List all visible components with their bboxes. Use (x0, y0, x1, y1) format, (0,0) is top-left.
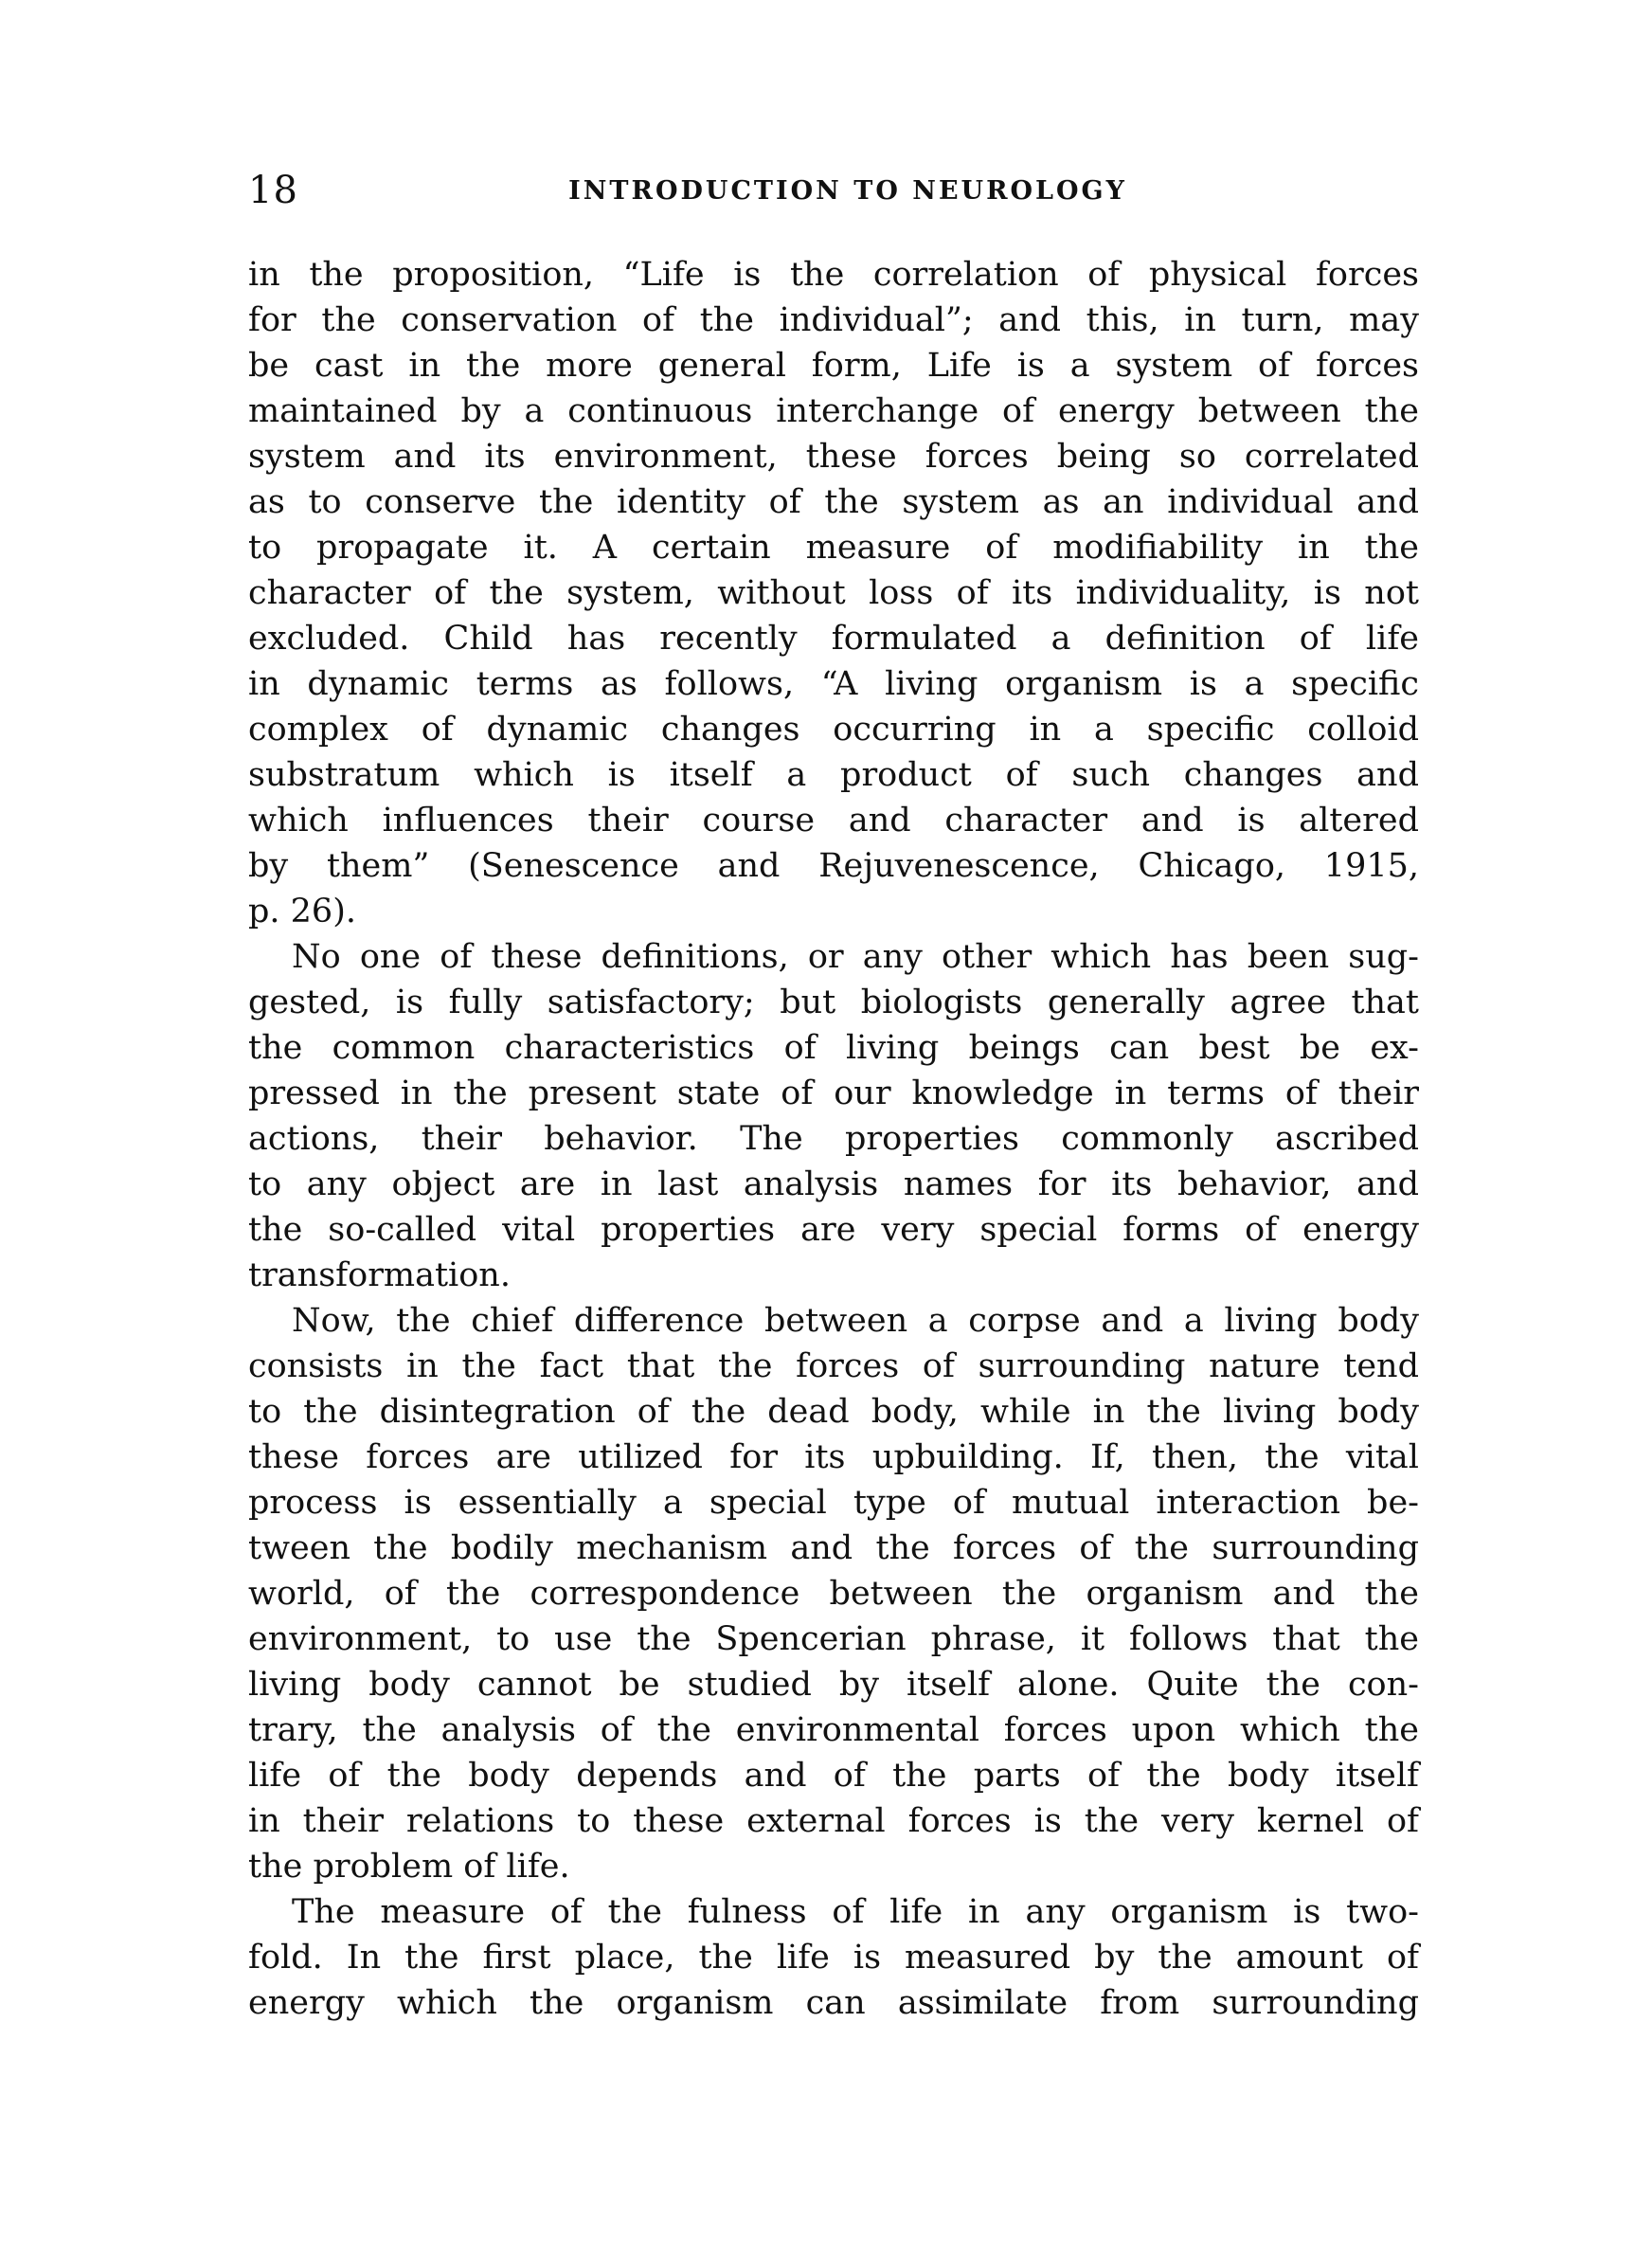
text-line: trary, the analysis of the environmental forces upon which the (248, 1711, 1419, 1749)
text-line: be cast in the more general form, Life is a system of forces (248, 347, 1419, 385)
text-line: character of the system, without loss of its individuality, is not (248, 574, 1419, 612)
text-line: in their relations to these external forces is the very kernel of (248, 1802, 1419, 1840)
text-line: tween the bodily mechanism and the forces of the surrounding (248, 1529, 1419, 1567)
text-line: fold. In the first place, the life is measured by the amount of (248, 1939, 1419, 1977)
text-line: the common characteristics of living beings can best be ex- (248, 1029, 1419, 1067)
text-line: transformation. (248, 1256, 511, 1294)
text-line: to any object are in last analysis names for its behavior, and (248, 1165, 1419, 1203)
running-head: INTRODUCTION TO NEUROLOGY (568, 176, 1127, 206)
text-line: gested, is fully satisfactory; but biologists generally agree that (248, 984, 1419, 1021)
paragraph (248, 252, 1419, 934)
paragraph (248, 1298, 1419, 1889)
page-header (248, 169, 1419, 226)
text-line: p. 26). (248, 893, 356, 930)
text-line: as to conserve the identity of the system as an individual and (248, 483, 1419, 521)
text-line: substratum which is itself a product of such changes and (248, 756, 1419, 794)
paragraph (248, 934, 1419, 1298)
text-line: in dynamic terms as follows, “A living organism is a specific (248, 665, 1419, 703)
text-line: The measure of the fulness of life in any organism is two- (292, 1893, 1419, 1931)
text-line: life of the body depends and of the parts of the body itself (248, 1757, 1419, 1795)
text-line: complex of dynamic changes occurring in a specific colloid (248, 711, 1419, 749)
text-line: world, of the correspondence between the organism and the (248, 1575, 1419, 1613)
page-number: 18 (248, 169, 298, 212)
text-line: by them” (Senescence and Rejuvenescence, Chicago, 1915, (248, 847, 1419, 885)
text-line: environment, to use the Spencerian phrase, it follows that the (248, 1620, 1419, 1658)
text-line: the so-called vital properties are very special forms of energy (248, 1211, 1419, 1249)
text-line: these forces are utilized for its upbuilding. If, then, the vital (248, 1438, 1419, 1476)
text-line: the problem of life. (248, 1848, 570, 1886)
text-line: process is essentially a special type of mutual interaction be- (248, 1484, 1419, 1522)
text-line: actions, their behavior. The properties commonly ascribed (248, 1120, 1419, 1158)
text-line: living body cannot be studied by itself alone. Quite the con- (248, 1666, 1419, 1704)
body-text (248, 252, 1419, 2026)
text-line: maintained by a continuous interchange of energy between the (248, 392, 1419, 430)
paragraph (248, 1889, 1419, 2026)
text-line: to propagate it. A certain measure of modifiability in the (248, 529, 1419, 567)
text-line: to the disintegration of the dead body, while in the living body (248, 1393, 1419, 1431)
text-line: consists in the fact that the forces of surrounding nature tend (248, 1347, 1419, 1385)
text-line: energy which the organism can assimilate from surrounding (248, 1984, 1419, 2022)
text-line: which influences their course and character and is altered (248, 802, 1419, 840)
text-line: excluded. Child has recently formulated a definition of life (248, 620, 1419, 658)
text-line: No one of these definitions, or any other which has been sug- (292, 938, 1419, 976)
text-line: system and its environment, these forces being so correlated (248, 438, 1419, 476)
text-line: pressed in the present state of our knowledge in terms of their (248, 1074, 1419, 1112)
text-line: for the conservation of the individual”; and this, in turn, may (248, 301, 1419, 339)
text-line: Now, the chief difference between a corpse and a living body (292, 1302, 1419, 1340)
text-line: in the proposition, “Life is the correlation of physical forces (248, 256, 1419, 294)
